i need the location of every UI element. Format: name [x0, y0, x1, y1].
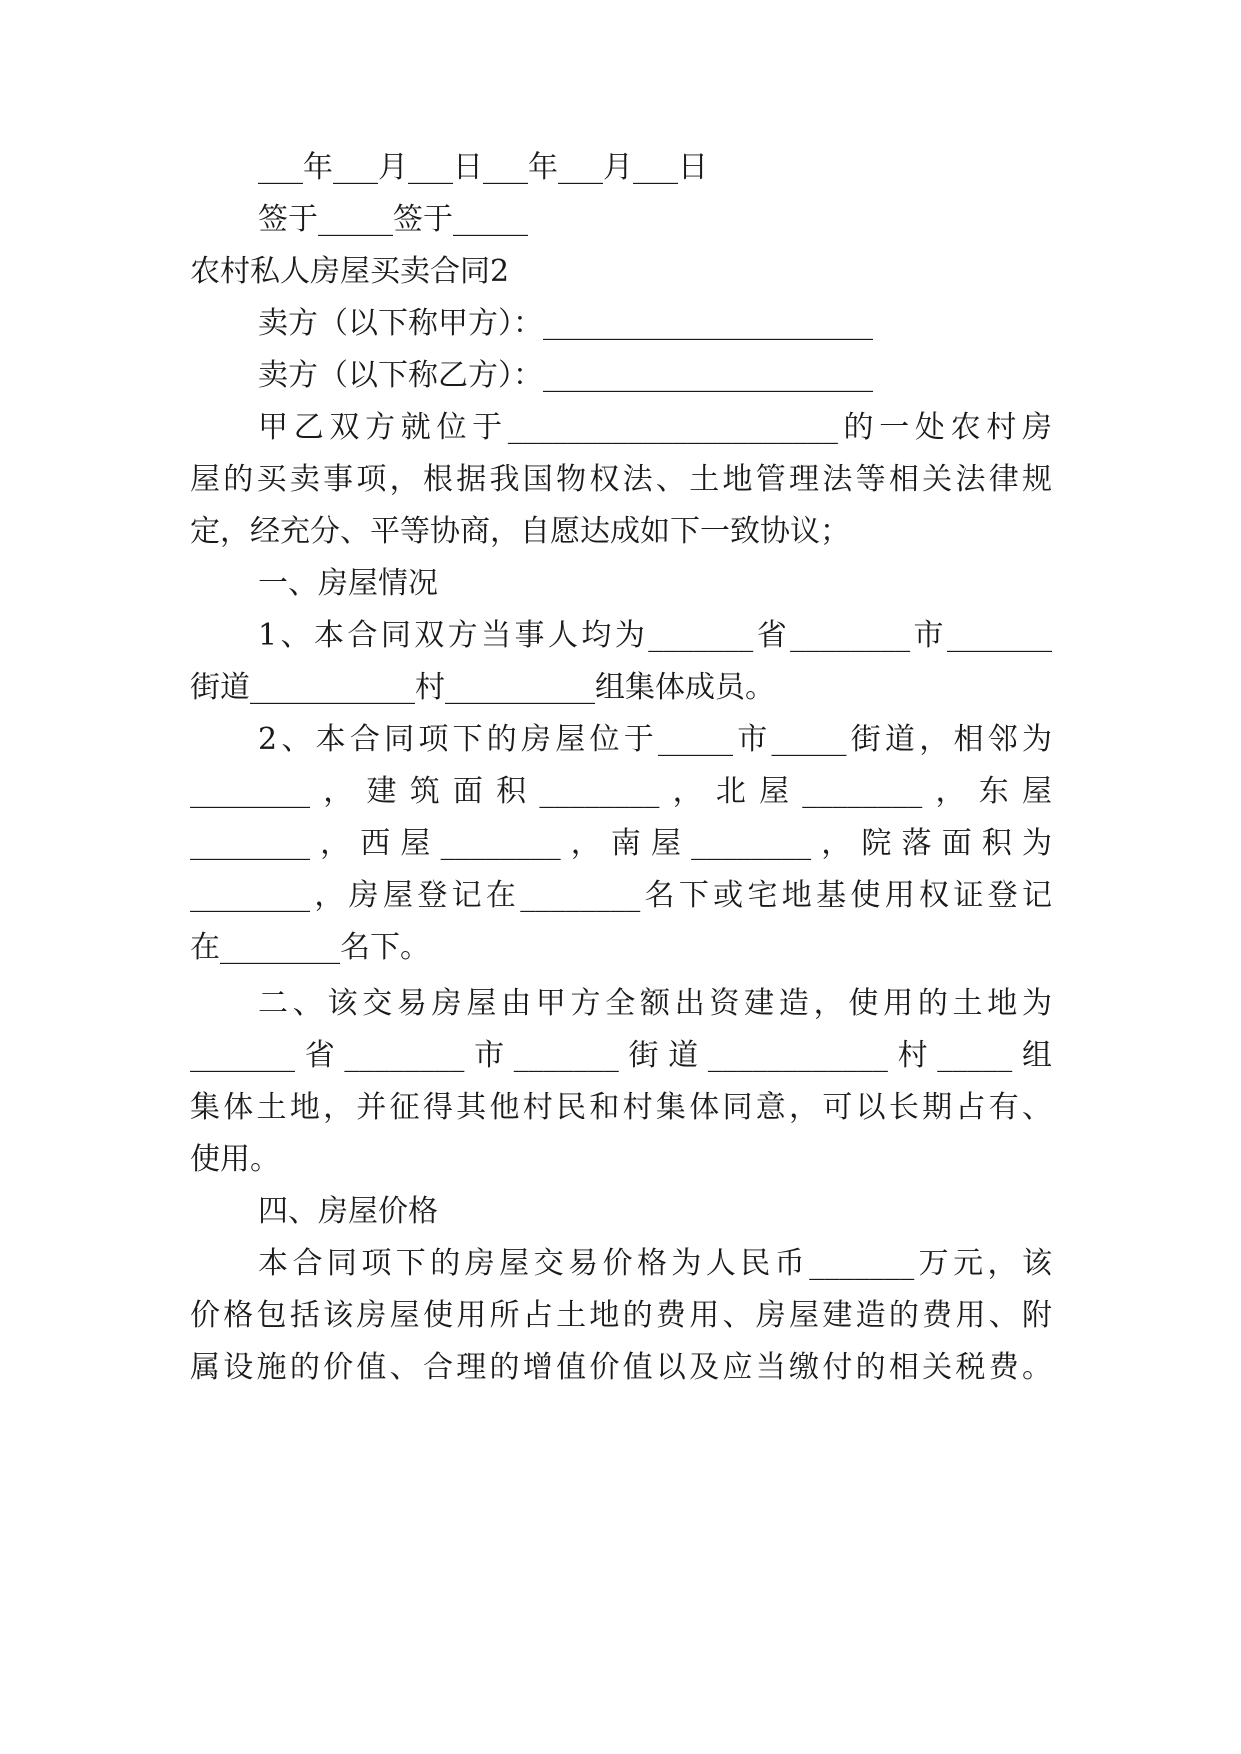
clause-1-line-2: 街道___________村__________组集体成员。: [190, 670, 775, 705]
clause-2-line-4: ________，房屋登记在________名下或宅地基使用权证登记: [190, 878, 1052, 913]
preamble-line-2: 屋的买卖事项，根据我国物权法、土地管理法等相关法律规: [190, 462, 1052, 497]
section-2-line-2: _______省________市_______街道____________村_____组: [190, 1038, 1052, 1073]
clause-2-line-1: 2、本合同项下的房屋位于_____市_____街道，相邻为: [258, 722, 1052, 757]
section-heading-price: 四、房屋价格: [258, 1194, 438, 1229]
price-line-2: 价格包括该房屋使用所占土地的费用、房屋建造的费用、附: [190, 1298, 1052, 1333]
clause-2-line-3: ________，西屋________，南屋________，院落面积为: [190, 826, 1052, 861]
section-heading-house: 一、房屋情况: [258, 566, 438, 601]
signature-place-line: 签于_____签于_____: [258, 202, 528, 237]
party-b-line: 卖方（以下称乙方）：______________________: [258, 358, 873, 393]
clause-1-line-1: 1、本合同双方当事人均为_______省________市_______: [258, 618, 1052, 653]
signature-date-line: ___年___月___日___年___月___日: [258, 150, 708, 185]
clause-2-line-5: 在________名下。: [190, 930, 430, 965]
party-a-line: 卖方（以下称甲方）：______________________: [258, 306, 873, 341]
preamble-line-1: 甲乙双方就位于______________________的一处农村房: [258, 410, 1052, 445]
price-line-1: 本合同项下的房屋交易价格为人民币_______万元，该: [258, 1246, 1052, 1281]
section-2-line-4: 使用。: [190, 1142, 280, 1177]
preamble-line-3: 定，经充分、平等协商，自愿达成如下一致协议；: [190, 514, 850, 549]
clause-2-line-2: ________，建筑面积________，北屋________，东屋: [190, 774, 1052, 809]
section-2-line-3: 集体土地，并征得其他村民和村集体同意，可以长期占有、: [190, 1090, 1052, 1125]
section-2-line-1: 二、该交易房屋由甲方全额出资建造，使用的土地为: [258, 986, 1052, 1021]
price-line-3: 属设施的价值、合理的增值价值以及应当缴付的相关税费。: [190, 1350, 1052, 1385]
contract-title: 农村私人房屋买卖合同2: [190, 254, 510, 289]
